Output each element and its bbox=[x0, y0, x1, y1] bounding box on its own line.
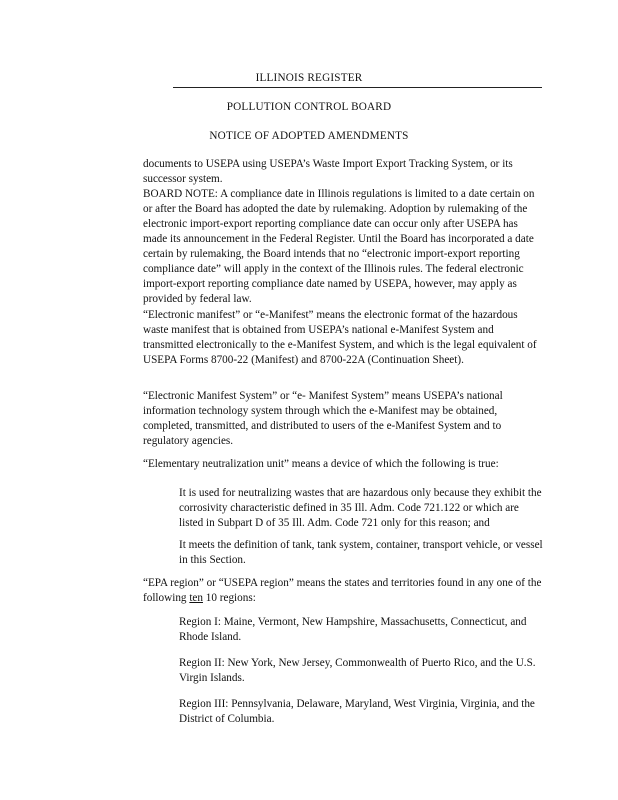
e-manifest-text: “Electronic manifest” or “e-Manifest” means the electronic format of the hazardous waste manifest that is obtained from USEPA’s national e-Manifest System and transmitted electronically to the e-Manifest System, and which is the legal equivalent of USEPA Forms 8700-22 (Manifest) and 8700-22A (Continuation Sheet). bbox=[143, 309, 537, 366]
e-manifest-system-definition bbox=[143, 389, 543, 449]
elementary-definition bbox=[143, 457, 543, 472]
region-2 bbox=[179, 656, 543, 686]
epa-region-text-end: 10 regions: bbox=[205, 592, 256, 604]
elementary-text: “Elementary neutralization unit” means a device of which the following is true: bbox=[143, 458, 499, 470]
region-3-text: Region III: Pennsylvania, Delaware, Maryland, West Virginia, Virginia, and the District of Columbia. bbox=[179, 698, 535, 725]
intro-text: documents to USEPA using USEPA’s Waste Import Export Tracking System, or its successor system. bbox=[143, 158, 513, 185]
register-title-text: ILLINOIS REGISTER bbox=[255, 72, 363, 84]
elementary-item-a bbox=[179, 486, 543, 531]
board-title-text: POLLUTION CONTROL BOARD bbox=[226, 101, 392, 113]
epa-region-definition bbox=[143, 576, 543, 606]
epa-region-text bbox=[143, 576, 543, 606]
register-title bbox=[0, 71, 618, 86]
epa-region-text-start: “EPA region” or “USEPA region” means the states and territories found in any one of the following bbox=[143, 577, 542, 604]
header-rule bbox=[173, 87, 542, 88]
region-3 bbox=[179, 697, 543, 727]
region-1 bbox=[179, 615, 543, 645]
elementary-item-b-text: It meets the definition of tank, tank system, container, transport vehicle, or vessel in this Section. bbox=[179, 539, 543, 566]
intro-paragraph bbox=[143, 157, 543, 307]
e-manifest-system-text: “Electronic Manifest System” or “e- Manifest System” means USEPA’s national information technology system through which the e-Manifest may be obtained, completed, transmitted, and distributed to users of the e-Manifest System and to regulatory agencies. bbox=[143, 390, 503, 447]
elementary-item-b bbox=[179, 538, 543, 568]
epa-region-underlined-word: ten bbox=[189, 592, 203, 604]
e-manifest-definition bbox=[143, 308, 543, 368]
notice-title-text: NOTICE OF ADOPTED AMENDMENTS bbox=[209, 130, 409, 142]
board-note: BOARD NOTE: A compliance date in Illinois regulations is limited to a date certain on or after the Board has adopted the date by rulemaking. Adoption by rulemaking of the electronic import-export reporting compliance date can occur only after USEPA has made its announcement in the Federal Register. Until the Board has incorporated a date certain by rulemaking, the Board intends that no “electronic import-export reporting compliance date” will apply in the context of the Illinois rules. The federal electronic import-export reporting compliance date named by USEPA, however, may apply as provided by federal law. bbox=[143, 188, 535, 305]
elementary-item-a-text: It is used for neutralizing wastes that are hazardous only because they exhibit the corrosivity characteristic defined in 35 Ill. Adm. Code 721.122 or which are listed in Subpart D of 35 Ill. Adm. Code 721 only for this reason; and bbox=[179, 487, 542, 529]
region-2-text: Region II: New York, New Jersey, Commonwealth of Puerto Rico, and the U.S. Virgin Islands. bbox=[179, 657, 536, 684]
board-title bbox=[0, 100, 618, 115]
notice-title bbox=[0, 129, 618, 144]
region-1-text: Region I: Maine, Vermont, New Hampshire, Massachusetts, Connecticut, and Rhode Island. bbox=[179, 616, 527, 643]
